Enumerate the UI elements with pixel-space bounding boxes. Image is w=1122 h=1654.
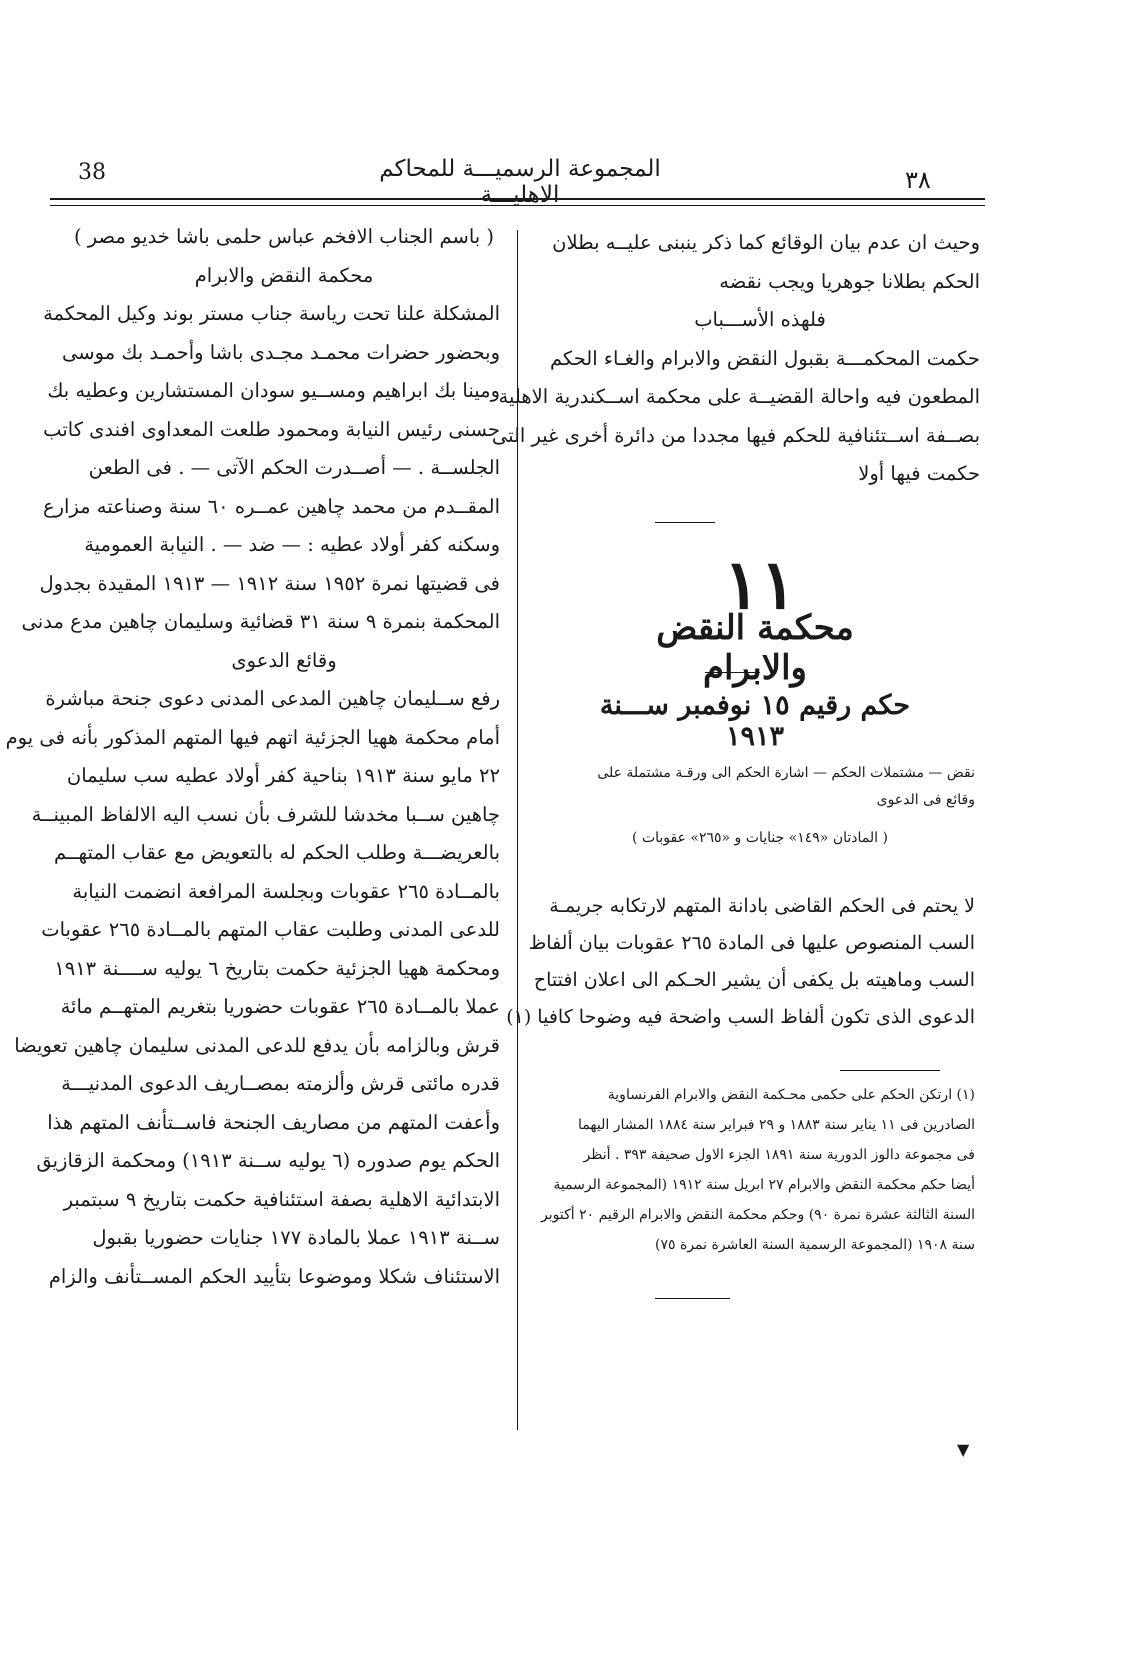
text-line: المقــدم من محمد چاهين عمــره ٦٠ سنة وصناعته مزارع	[42, 494, 500, 518]
page-number-latin: 38	[78, 160, 106, 185]
text-line: المطعون فيه واحالة القضيــة على محكمة اســكندرية الاهلية	[498, 385, 980, 408]
text-line: السب وماهيته بل يكفى أن يشير الحـكم الى اعلان افتتاح	[533, 969, 975, 991]
footnote-line: سنة ١٩٠٨ (المجموعة الرسمية السنة العاشرة نمرة ٧٥)	[655, 1237, 975, 1253]
left-column	[5, 218, 500, 1296]
footnote-rule	[840, 1070, 940, 1071]
text-line: الحكم بطلانا جوهريا ويجب نقضه	[719, 269, 980, 293]
invocation: ( باسم الجناب الافخم عباس حلمى باشا خديو مصر )	[73, 225, 495, 248]
text-line: الجلســة . — أصــدرت الحكم الآتى — . فى الطعن	[88, 456, 500, 479]
text-line: ومحكمة ههيا الجزئية حكمت بتاريخ ٦ يوليه ســــنة ١٩١٣	[54, 956, 500, 980]
text-line: ومينا بك ابراهيم ومســيو سودان المستشارين وعطيه بك	[47, 379, 500, 402]
footnote-line: الصادرين فى ١١ يناير سنة ١٨٨٣ و ٢٩ فبراير سنة ١٨٨٤ المشار اليهما	[578, 1117, 975, 1133]
text-line: چاهين ســبا مخدشا للشرف بأن نسب اليه الالفاظ المبينــة	[31, 802, 500, 826]
facts-heading: وقائع الدعوى	[231, 648, 337, 672]
text-line: ســنة ١٩١٣ عملا بالمادة ١٧٧ جنايات حضوريا بقبول	[92, 1226, 500, 1249]
court-heading: محكمة النقض والابرام	[194, 263, 374, 287]
text-line: حكمت فيها أولا	[858, 462, 980, 485]
court-name: محكمة النقض والابرام	[656, 608, 854, 688]
text-line: وبحضور حضرات محمـد مجـدى باشا وأحمـد بك موسى	[62, 340, 500, 364]
text-line: المشكلة علنا تحت رياسة جناب مستر بوند وكيل المحكمة	[43, 302, 500, 325]
text-line: حكمت المحكمـــة بقبول النقض والابرام والغـاء الحكم	[549, 346, 980, 370]
text-line: المحكمة بنمرة ٩ سنة ٣١ قضائية وسليمان چاهين مدع مدنى	[21, 610, 500, 633]
text-line: الدعوى الذى تكون ألفاظ السب واضحة فيه وضوحا كافيا (١)	[506, 1006, 975, 1028]
text-line: قدره مائتى قرش وألزمته بمصــاريف الدعوى المدنيـــة	[61, 1072, 500, 1095]
legal-principle	[506, 888, 975, 1036]
text-line: أمام محكمة ههيا الجزئية اتهم فيها المتهم المذكور بأنه فى يوم	[5, 725, 500, 749]
text-line: للدعى المدنى وطلبت عقاب المتهم بالمــادة ٢٦٥ عقوبات	[41, 918, 500, 941]
text-line: بصــفة اســتئنافية للحكم فيها مجددا من دائرة أخرى غير التى	[491, 423, 980, 447]
text-line: حسنى رئيس النيابة ومحمود طلعت المعداوى افندى كاتب	[43, 417, 500, 441]
footnote	[540, 1080, 975, 1260]
summary-line: وقائع فى الدعوى	[876, 792, 975, 808]
text-line: ٢٢ مايو سنة ١٩١٣ بناحية كفر أولاد عطيه سب سليمان	[66, 764, 500, 787]
header-rule	[50, 198, 985, 200]
page-number-arabic: ٣٨	[905, 166, 931, 194]
text-line: عملا بالمــادة ٢٦٥ عقوبات حضوريا بتغريم المتهــم مائة	[60, 995, 500, 1018]
text-line: رفع ســليمان چاهين المدعى المدنى دعوى جنحة مباشرة	[45, 687, 500, 710]
text-line: وأعفت المتهم من مصاريف الجنحة فاســتأنف المتهم هذا	[47, 1110, 500, 1134]
summary-line: نقض — مشتملات الحكم — اشارة الحكم الى ورقـة مشتملة على	[597, 765, 975, 781]
triangle-down-icon: ▼	[957, 1440, 970, 1459]
articles-reference: ( المادتان «١٤٩» جنايات و «٢٦٥» عقوبات )	[632, 830, 888, 846]
reasons-heading: فلهذه الأســـباب	[694, 308, 826, 331]
journal-title: المجموعة الرسميـــة للمحاكم الاهليـــة	[379, 156, 661, 208]
right-column	[491, 224, 980, 494]
footnote-line: السنة الثالثة عشرة نمرة ٩٠) وحكم محكمة النقض والابرام الرقيم ٢٠ أكتوبر	[540, 1207, 975, 1223]
text-line: الحكم يوم صدوره (٦ يوليه ســنة ١٩١٣) ومحكمة الزقازيق	[36, 1149, 500, 1172]
text-line: قرش وبالزامه بأن يدفع للدعى المدنى سليمان چاهين تعويضا	[14, 1033, 500, 1057]
text-line: فى قضيتها نمرة ١٩٥٢ سنة ١٩١٢ — ١٩١٣ المقيدة بجدول	[39, 571, 500, 595]
text-line: وسكنه كفر أولاد عطيه : — ضد — . النيابة العمومية	[84, 533, 500, 556]
text-line: لا يحتم فى الحكم القاضى بادانة المتهم لارتكابه جريمـة	[549, 895, 975, 917]
text-line: بالمــادة ٢٦٥ عقوبات وبجلسة المرافعة انضمت النيابة	[72, 879, 500, 903]
text-line: بالعريضـــة وطلب الحكم له بالتعويض مع عقاب المتهــم	[54, 841, 500, 864]
text-line: وحيث ان عدم بيان الوقائع كما ذكر ينبنى عليــه بطلان	[552, 231, 980, 254]
footnote-end-rule	[655, 1298, 730, 1299]
footnote-line: أيضا حكم محكمة النقض والابرام ٢٧ ابريل سنة ١٩١٢ (المجموعة الرسمية	[553, 1177, 975, 1193]
case-number: ١١	[723, 545, 797, 625]
text-line: السب المنصوص عليها فى المادة ٢٦٥ عقوبات بيان ألفاظ	[528, 932, 975, 954]
header-rule-thin	[50, 205, 985, 206]
text-line: الابتدائية الاهلية بصفة استئنافية حكمت بتاريخ ٩ سبتمبر	[63, 1187, 500, 1211]
text-line: الاستئناف شكلا وموضوعا بتأييد الحكم المســتأنف والزام	[48, 1264, 500, 1288]
separator	[705, 672, 760, 673]
footnote-line: فى مجموعة دالوز الدورية سنة ١٨٩١ الجزء الاول صحيفة ٣٩٣ . أنظر	[583, 1147, 975, 1163]
case-summary	[545, 760, 975, 814]
separator	[655, 522, 715, 523]
footnote-line: (١) ارتكن الحكم على حكمى محـكمة النقض والابرام الفرنساوية	[607, 1087, 975, 1103]
ruling-date: حكم رقيم ١٥ نوفمبر ســـنة ١٩١٣	[599, 690, 911, 752]
